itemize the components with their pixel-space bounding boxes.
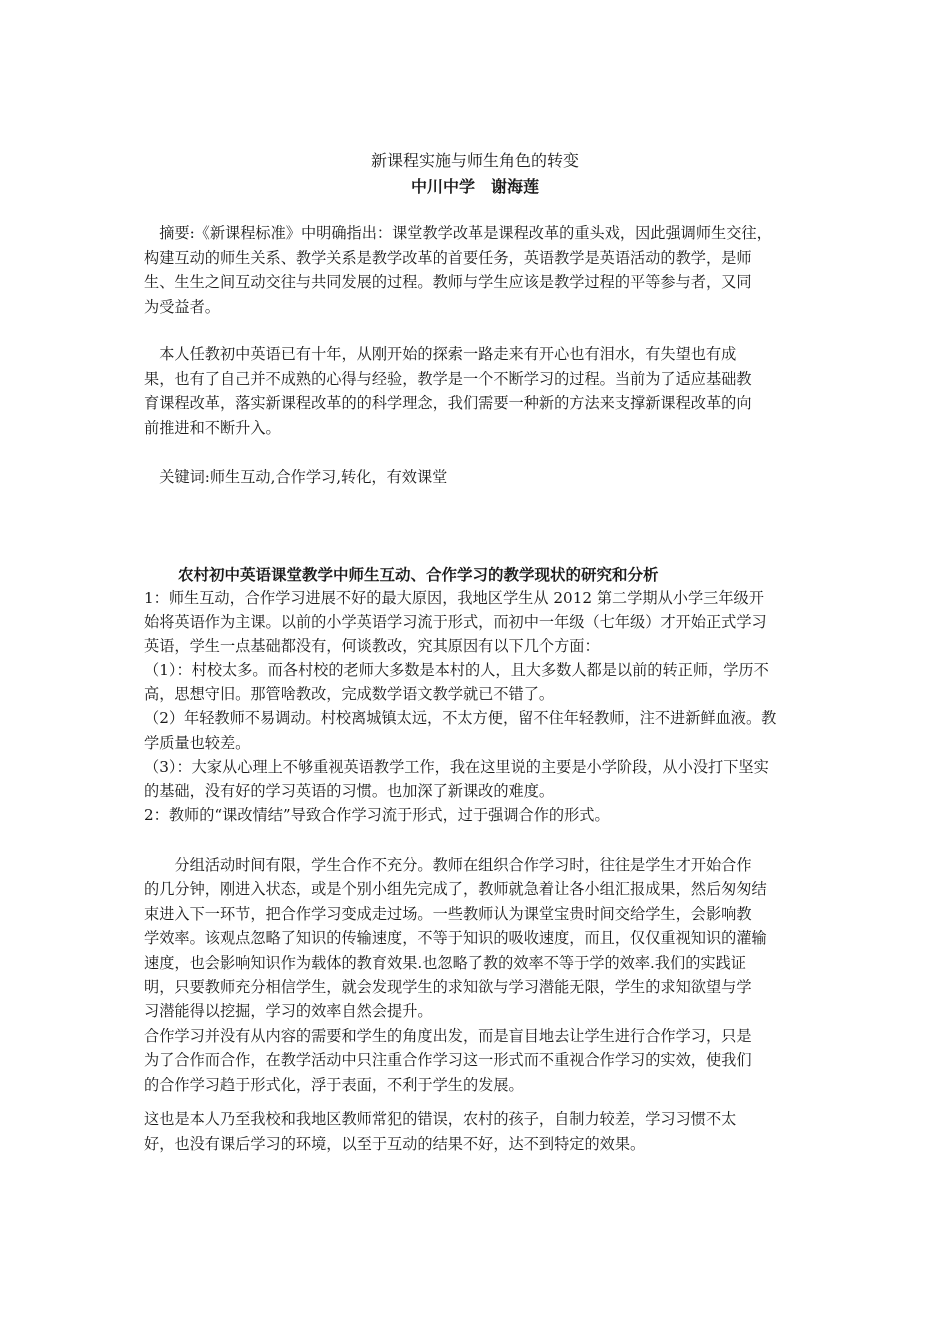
text-line: 摘要:《新课程标准》中明确指出：课堂教学改革是课程改革的重头戏，因此强调师生交往， <box>144 224 772 242</box>
text-line: 2：教师的“课改情结”导致合作学习流于形式，过于强调合作的形式。 <box>144 805 610 824</box>
text-line: 速度，也会影响知识作为载体的教育效果.也忽略了教的效率不等于学的效率.我们的实践证 <box>144 953 746 972</box>
text-line: 前推进和不断升入。 <box>144 418 281 437</box>
text-line: 学质量也较差。 <box>144 733 251 752</box>
document-title: 新课程实施与师生角色的转变 <box>370 151 579 170</box>
text-line: 育课程改革，落实新课程改革的的科学理念，我们需要一种新的方法来支撑新课程改革的向 <box>144 394 752 413</box>
text-line: 的合作学习趋于形式化，浮于表面，不利于学生的发展。 <box>144 1075 524 1094</box>
text-line: 明，只要教师充分相信学生，就会发现学生的求知欲与学习潜能无限，学生的求知欲望与学 <box>144 978 752 997</box>
text-line: 习潜能得以挖掘，学习的效率自然会提升。 <box>144 1002 433 1021</box>
text-line: 这也是本人乃至我校和我地区教师常犯的错误，农村的孩子，自制力较差，学习习惯不太 <box>144 1110 737 1128</box>
text-line: （3）：大家从心理上不够重视英语教学工作，我在这里说的主要是小学阶段，从小没打下坚实 <box>144 757 769 776</box>
text-line: 始将英语作为主课。以前的小学英语学习流于形式，而初中一年级（七年级）才开始正式学习 <box>144 613 767 632</box>
text-line: 学效率。该观点忽略了知识的传输速度，不等于知识的吸收速度，而且，仅仅重视知识的灌输 <box>144 929 767 948</box>
text-line: 为受益者。 <box>144 297 220 316</box>
text-line: （2）年轻教师不易调动。村校离城镇太远，不太方便，留不住年轻教师，注不进新鲜血液。教 <box>144 709 777 728</box>
section2-paragraphs <box>144 853 808 1097</box>
text-line: 构建互动的师生关系、教学关系是教学改革的首要任务，英语教学是英语活动的教学，是师 <box>144 248 752 267</box>
keywords-line: 关键词:师生互动,合作学习,转化，有效课堂 <box>144 468 448 486</box>
text-line: 英语，学生一点基础都没有，何谈教改，究其原因有以下几个方面： <box>144 637 600 656</box>
text-line: 高，思想守旧。那管啥教改，完成数学语文教学就已不错了。 <box>144 685 555 704</box>
section-heading: 农村初中英语课堂教学中师生互动、合作学习的教学现状的研究和分析 <box>178 566 659 584</box>
text-line: 果，也有了自己并不成熟的心得与经验，教学是一个不断学习的过程。当前为了适应基础教 <box>144 369 752 388</box>
text-line: 生、生生之间互动交往与共同发展的过程。教师与学生应该是教学过程的平等参与者，又同 <box>144 273 752 292</box>
text-line: 的几分钟，刚进入状态，或是个别小组先完成了，教师就急着让各小组汇报成果，然后匆匆结 <box>144 880 767 899</box>
section1-paragraphs <box>144 586 808 827</box>
text-line: 本人任教初中英语已有十年，从刚开始的探索一路走来有开心也有泪水，有失望也有成 <box>144 345 737 363</box>
text-line: 束进入下一环节，把合作学习变成走过场。一些教师认为课堂宝贵时间交给学生，会影响教 <box>144 904 752 923</box>
intro-paragraph <box>144 342 808 440</box>
abstract-paragraph <box>144 221 808 319</box>
text-line: 为了合作而合作，在教学活动中只注重合作学习这一形式而不重视合作学习的实效，使我们 <box>144 1051 752 1070</box>
text-line: 的基础，没有好的学习英语的习惯。也加深了新课改的难度。 <box>144 781 555 800</box>
text-line: 分组活动时间有限，学生合作不充分。教师在组织合作学习时，往往是学生才开始合作 <box>144 856 752 874</box>
text-line: 1：师生互动，合作学习进展不好的最大原因，我地区学生从 2012 第二学期从小学三年级开 <box>144 589 764 607</box>
text-line: 合作学习并没有从内容的需要和学生的角度出发，而是盲目地去让学生进行合作学习，只是 <box>144 1026 752 1045</box>
text-line: 好，也没有课后学习的环境，以至于互动的结果不好，达不到特定的效果。 <box>144 1134 646 1153</box>
section3-paragraph <box>144 1107 808 1156</box>
text-line: （1）：村校太多。而各村校的老师大多数是本村的人，且大多数人都是以前的转正师，学历不 <box>144 661 769 680</box>
author-line: 中川中学 谢海莲 <box>410 177 539 196</box>
